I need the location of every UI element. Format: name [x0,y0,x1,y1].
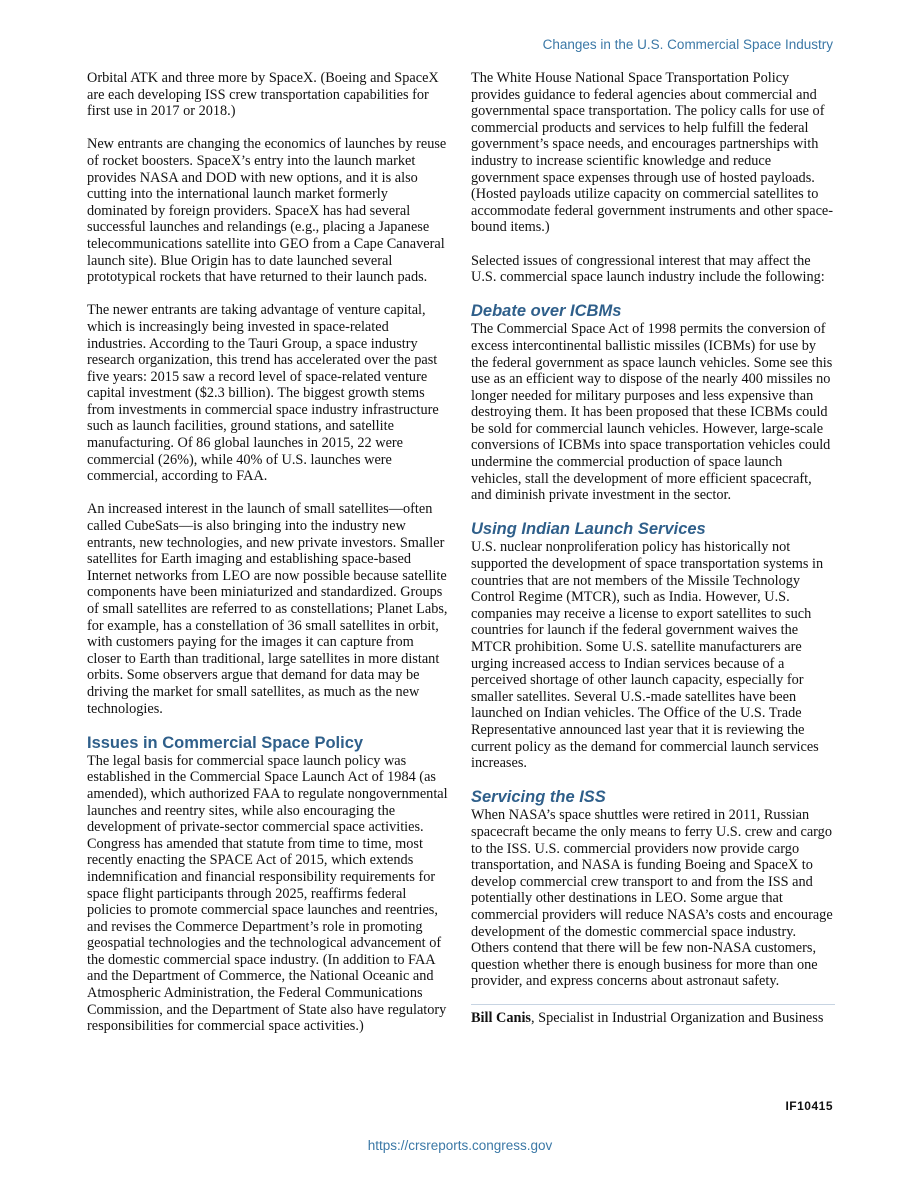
paragraph: Selected issues of congressional interest that may affect the U.S. commercial space launch industry include the following: [471,252,825,286]
paragraph: The White House National Space Transportation Policy provides guidance to federal agencies about commercial and governmental space transportation. The policy calls for use of commercial products and services to help fulfill the federal government’s space needs, and encourages partnerships with industry to increase scientific knowledge and reduce government space expenses through use of hosted payloads. (Hosted payloads utilize capacity on commercial satellites to accommodate federal government instruments and other space-bound items.) [471,70,834,236]
paragraph: When NASA’s space shuttles were retired in 2011, Russian spacecraft became the only means to ferry U.S. crew and cargo to the ISS. U.S. commercial providers now provide cargo transportation, and NASA is funding Boeing and SpaceX to develop commercial crew transport to and from the ISS and potentially other destinations in LEO. Some argue that commercial providers will reduce NASA’s costs and encourage development of the domestic commercial space industry. Others contend that there will be few non-NASA customers, question whether there is enough business for more than one provider, and express concerns about astronaut safety. [471,807,833,990]
author-divider [471,1004,835,1005]
report-id: IF10415 [785,1099,833,1113]
paragraph: The Commercial Space Act of 1998 permits the conversion of excess intercontinental ballistic missiles (ICBMs) for use by the federal government as space launch vehicles. Some see this use as an efficient way to dispose of the nearly 400 missiles no longer needed for military purposes and less expensive than destroying them. It has been proposed that these ICBMs could be sold for commercial launch vehicles. However, large-scale conversions of ICBMs into space transportation vehicles could undermine the commercial production of space launch vehicles, stall the development of more efficient spacecraft, and diminish private investment in the sector. [471,321,833,504]
section-heading: Using Indian Launch Services [471,520,706,539]
paragraph: U.S. nuclear nonproliferation policy has historically not supported the development of space transportation systems in countries that are not members of the Missile Technology Control Regime (MTCR), such as India. However, U.S. companies may receive a license to export satellites to such countries for launch if the federal government waives the MTCR prohibition. Some U.S. satellite manufacturers are urging increased access to Indian services because of a perceived shortage of other launch capacity, especially for smaller satellites. Several U.S.-made satellites have been launched on Indian vehicles. The Office of the U.S. Trade Representative announced last year that it is reviewing the current policy as the demand for commercial launch services increases. [471,539,824,772]
author-credit [471,1010,835,1027]
author-name: Bill Canis [471,1009,531,1026]
footer-link[interactable]: https://crsreports.congress.gov [367,1138,553,1153]
running-header: Changes in the U.S. Commercial Space Industry [542,37,833,52]
paragraph: The legal basis for commercial space launch policy was established in the Commercial Space Launch Act of 1984 (as amended), which authorized FAA to regulate nongovernmental launches and reentry sites, while also encouraging the development of private-sector commercial space activities. Congress has amended that statute from time to time, most recently enacting the SPACE Act of 2015, which extends indemnification and financial responsibility requirements for space flight participants through 2025, reaffirms federal policies to promote commercial space launches and reentries, and revises the Commerce Department’s role in promoting geospatial technologies and the technological advancement of the domestic commercial space industry. (In addition to FAA and the Department of Commerce, the National Oceanic and Atmospheric Administration, the Federal Communications Commission, and the Department of State also have regulatory responsibilities for commercial space activities.) [87,752,448,1035]
paragraph: An increased interest in the launch of small satellites—often called CubeSats—is also bringing into the industry new entrants, new technologies, and new private investors. Smaller satellites for Earth imaging and establishing space-based Internet networks from LEO are now possible because satellite components have been miniaturized and standardized. Groups of small satellites are referred to as constellations; Planet Labs, for example, has a constellation of 36 small satellites in orbit, with customers paying for the images it can capture from closer to Earth than traditional, large satellites in more distant orbits. Some observers argue that demand for data may be driving the market for small satellites, as much as the new technologies. [87,501,448,717]
section-heading: Servicing the ISS [471,788,606,807]
left-column [87,70,449,1035]
paragraph: Orbital ATK and three more by SpaceX. (Boeing and SpaceX are each developing ISS crew transportation capabilities for first use in 2017 or 2018.) [87,70,439,120]
section-heading: Issues in Commercial Space Policy [87,733,364,752]
author-title: , Specialist in Industrial Organization and Business [531,1009,824,1026]
paragraph: The newer entrants are taking advantage of venture capital, which is increasingly being invested in space-related industries. According to the Tauri Group, a space industry research organization, this trend has accelerated over the past five years: 2015 saw a record level of space-related venture capital investment ($2.3 billion). The biggest growth stems from investments in commercial space industry infrastructure such as launch facilities, ground stations, and satellite manufacturing. Of 86 global launches in 2015, 22 were commercial (26%), while 40% of U.S. launches were commercial, according to FAA. [87,302,439,485]
paragraph: New entrants are changing the economics of launches by reuse of rocket boosters. SpaceX’s entry into the launch market provides NASA and DOD with new options, and it is also cutting into the international launch market formerly dominated by foreign providers. SpaceX has had several successful launches and relandings (e.g., placing a Japanese telecommunications satellite into GEO from a Cape Canaveral launch site). Blue Origin has to date launched several prototypical rockets that have returned to their launch pads. [87,136,447,286]
section-heading: Debate over ICBMs [471,302,622,321]
right-column [471,70,835,1043]
